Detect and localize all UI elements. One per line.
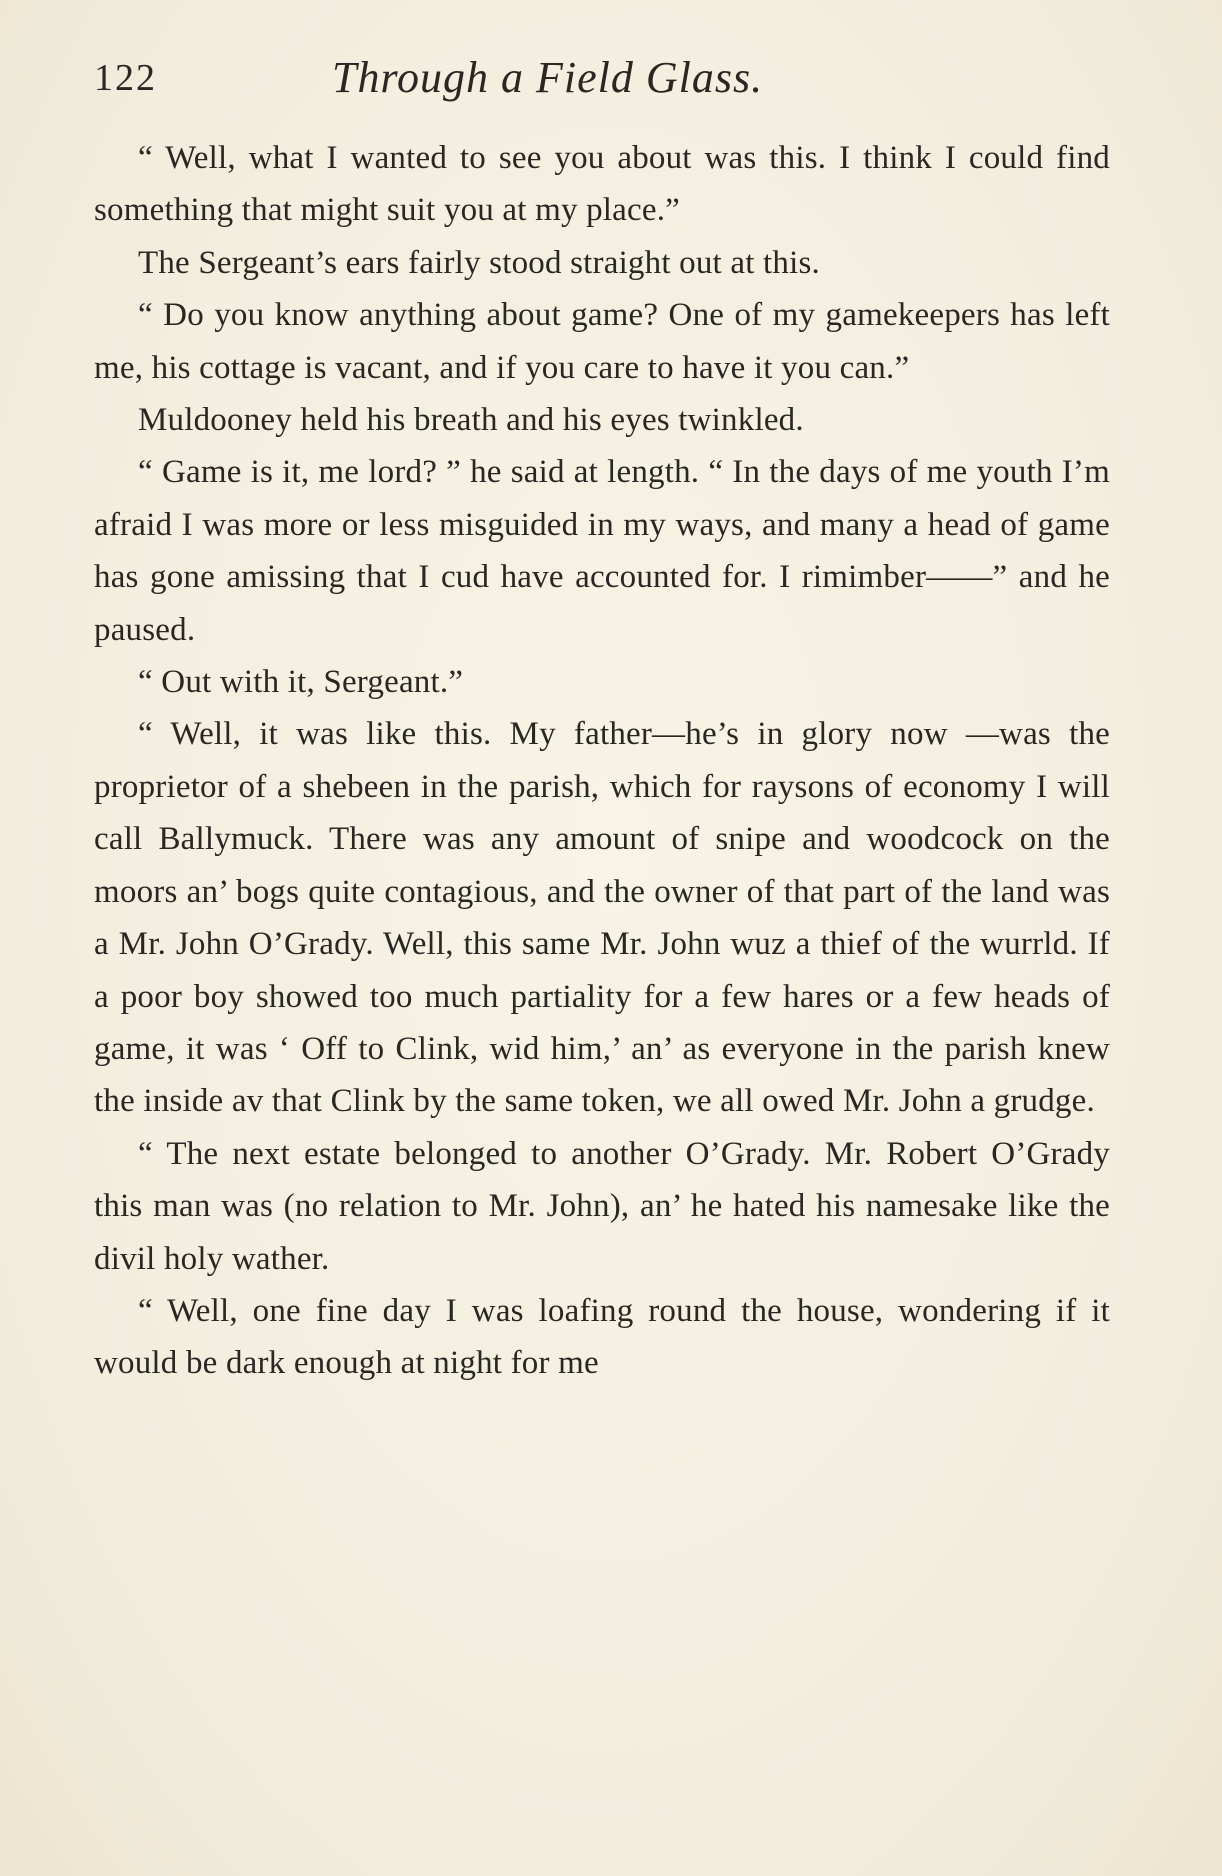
page-number: 122 xyxy=(94,57,157,99)
page-header xyxy=(94,52,1114,104)
paragraph: “ Well, it was like this. My father—he’s in glory now —was the proprietor of a shebeen in the parish, which for raysons of economy I will call Ballymuck. There was any amount of snipe and woodcock on the moors an’ bogs quite contagious, and the owner of that part of the land was a Mr. John O’Grady. Well, this same Mr. John wuz a thief of the wurrld. If a poor boy showed too much partiality for a few hares or a few heads of game, it was ‘ Off to Clink, wid him,’ an’ as everyone in the parish knew the inside av that Clink by the same token, we all owed Mr. John a grudge. xyxy=(94,716,1110,1120)
paragraph: “ Well, one fine day I was loafing round the house, wondering if it would be dark enough at night for me xyxy=(94,1292,1110,1382)
body-text xyxy=(94,132,1110,1390)
paragraph: “ The next estate belonged to another O’Grady. Mr. Robert O’Grady this man was (no relation to Mr. John), an’ he hated his namesake like the divil holy wather. xyxy=(94,1135,1110,1277)
paragraph: Muldooney held his breath and his eyes twinkled. xyxy=(138,402,804,439)
paragraph: “ Game is it, me lord? ” he said at length. “ In the days of me youth I’m afraid I was more or less misguided in my ways, and many a head of game has gone amissing that I cud have accounted for. I rimimber——” and he paused. xyxy=(94,454,1110,648)
paragraph: “ Do you know anything about game? One of my gamekeepers has left me, his cottage is vacant, and if you care to have it you can.” xyxy=(94,297,1110,386)
paragraph: “ Well, what I wanted to see you about was this. I think I could find something that might suit you at my place.” xyxy=(94,140,1110,229)
running-title: Through a Field Glass. xyxy=(332,53,764,102)
paragraph: The Sergeant’s ears fairly stood straight out at this. xyxy=(138,244,820,281)
paragraph: “ Out with it, Sergeant.” xyxy=(138,664,464,701)
